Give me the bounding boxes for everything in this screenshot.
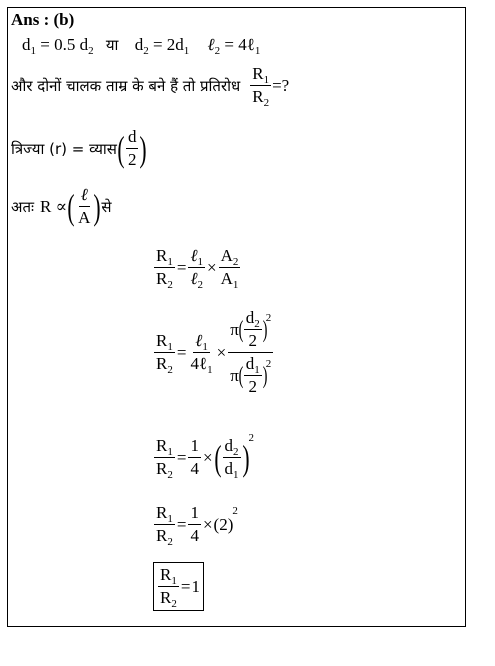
proportionality-line: अतः R ∝ ( $\frac{\text{ℓ}}{A}$ ) से [11,185,112,227]
equation-1: $\frac{R_1}{R_2}$ = $\frac{\ell_1}{\ell_2}$ × $\frac{A_2}{A_1}$ [156,246,239,291]
question-line: और दोनों चालक ताम्र के बने हैं तो प्रतिरोध $\frac{R_1}{R_2}$ =? [11,64,290,109]
given-relations: $d_1 = 0.5$ $d_2$ या $d_2 = 2d_1$ ℓ$_2$ = 4ℓ$_1$ [22,35,261,57]
ya-word: या [105,36,119,54]
radius-line: त्रिज्या (r) = व्यास ( $\frac{d}{2}$ ) [11,127,148,169]
answer-heading: Ans : (b) [11,10,75,29]
ratio-fraction: $\frac{R_1}{R_2}$ [252,64,270,109]
equation-4: $\frac{R_1}{R_2}$ = $\frac{1}{4}$ × (2) 2 [156,503,238,548]
equation-3: $\frac{R_1}{R_2}$ = $\frac{1}{4}$ × ( $\frac{d_2}{d_1}$ ) 2 [156,432,255,481]
equation-2: $\frac{R_1}{R_2}$ = $\frac{\ell_1}{4\ell_1}$ × π ( $\frac{d_2}{2}$ ) 2 π ( $\frac{d_1}{2}$ ) 2 [156,308,272,396]
final-result: $\frac{R_1}{R_2}$ = 1 [153,562,204,611]
